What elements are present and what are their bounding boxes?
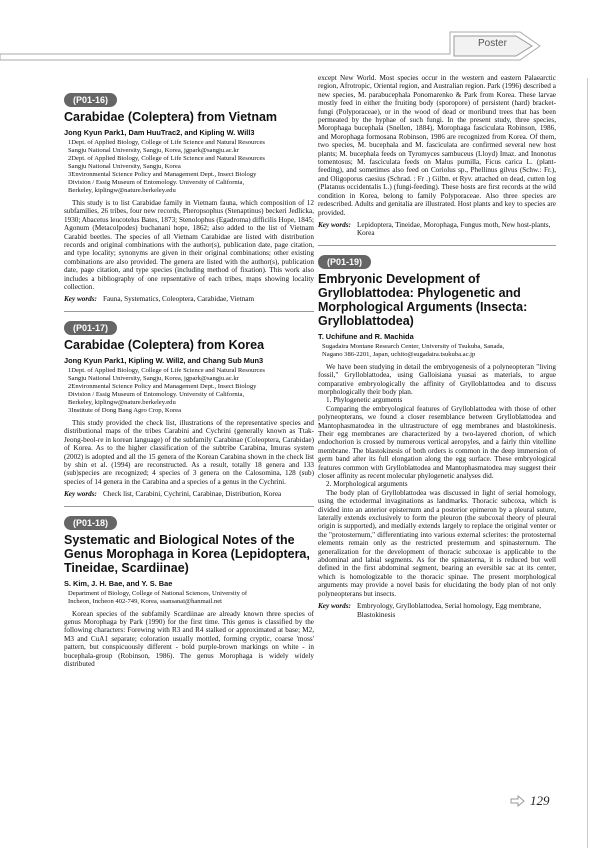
keywords bbox=[318, 602, 556, 619]
abstract-tag: (P01-16) bbox=[64, 93, 117, 107]
keywords-label: Key words: bbox=[318, 220, 351, 229]
affiliation-line: Sugadaira Montane Research Center, University of Tsukuba, Sanada, bbox=[322, 342, 505, 350]
abstract-affiliations bbox=[64, 367, 314, 415]
page-number: 129 bbox=[530, 793, 550, 808]
affiliation-line: Division / Essig Museum of Entomology. University of California, bbox=[68, 179, 245, 186]
left-column bbox=[64, 90, 314, 668]
right-column bbox=[318, 74, 556, 619]
right-margin-rule bbox=[587, 78, 588, 848]
keywords-text: Lepidoptera, Tineidae, Morophaga, Fungus moth, New host-plants, Korea bbox=[356, 220, 551, 238]
section-divider bbox=[64, 311, 314, 312]
section-label: Poster bbox=[478, 38, 507, 49]
affiliation-line: Sangju National University, Sangju, Korea, jgpark@sangju.ac.kr bbox=[68, 374, 239, 382]
abstract-paragraph: The body plan of Grylloblattodea was discussed in light of serial homology, using the ectodermal invaginations as landmarks. Thoracic subcoxa, which is divided into an anterior episternum and a posterior epimeron by a pleural suture, laterally extends exclusively to form the pleuron (the subcoxal theory of pleural origin is supported), and medially extends largely to replace the original venter or the "protosternum," differentiating into various external sclerites: the protosternal elements remain only as the restricted presternum and spinasternum. The generalization for the development of thoracic subcoxae is applicable to the abdominal and labial segments. As for the spinasterna, it is reduced but well defined in the first abdominal segment, bearing an eversible sac at its center, which is homologizable to the thoracic spinae. The present morphological arguments may provide a novel basis for elucidating the body plan of not only polyneopterans but insects. bbox=[318, 488, 556, 598]
abstract-authors: Jong Kyun Park1, Dam HuuTrac2, and Kipling W. Will3 bbox=[64, 128, 255, 137]
abstract-authors: Jong Kyun Park1, Kipling W. Will2, and Chang Sub Mun3 bbox=[64, 355, 264, 365]
abstract-tag: (P01-17) bbox=[64, 321, 117, 335]
header-band bbox=[0, 28, 600, 58]
abstract-title: Systematic and Biological Notes of the Genus Morophaga in Korea (Lepidoptera, Tineidae, Scardiinae) bbox=[64, 532, 310, 575]
abstract-paragraph: Comparing the embryological features of Grylloblattodea with those of other polyneopterans, we found a closer resemblance between Grylloblattodea and Mantophasmatodea in the ultrastructure of egg membranes and blastokinesis. Their egg membranes are characterized by a two-layered chorion, of which endochorion is crossed by numerous vertical aeropyles, and a fairly thin vitelline membrane. The blastokinesis of both orders is common in the deep immersion of germ band after its full elongation along the egg surface. These embryological features common with Grylloblattodea and Mantophasmatodea may suggest their closer affinity as recent molecular phylogenetic analyses did. bbox=[318, 404, 556, 480]
section-divider bbox=[318, 245, 556, 246]
abstract-affiliations bbox=[64, 139, 314, 195]
affiliation-line: Department of Biology, College of National Sciences, University of bbox=[68, 589, 248, 597]
page-arrow-icon bbox=[510, 795, 526, 807]
subheading: 2. Morphological arguments bbox=[326, 480, 408, 489]
affiliation-line: 1Dept. of Applied Biology, College of Life Science and Natural Resources bbox=[68, 139, 265, 146]
abstract-p01-19 bbox=[318, 252, 556, 619]
affiliation-line: 2Dept. of Applied Biology, College of Life Science and Natural Resources bbox=[68, 155, 265, 162]
affiliation-line: Incheon, Incheon 402-749, Korea, ssansanai@hanmail.net bbox=[68, 597, 223, 605]
abstract-title: Carabidae (Coleptera) from Korea bbox=[64, 337, 265, 352]
abstract-tag: (P01-19) bbox=[318, 255, 371, 269]
affiliation-line: Sangju National University, Sangju, Korea bbox=[68, 163, 181, 170]
affiliation-line: 3Environmental Science Policy and Management Dept., Insect Biology bbox=[68, 171, 257, 178]
affiliation-line: 2Environmental Science Policy and Management Dept., Insect Biology bbox=[68, 382, 257, 390]
abstract-affiliations bbox=[64, 590, 314, 606]
keywords bbox=[64, 490, 314, 498]
abstract-tag: (P01-18) bbox=[64, 516, 117, 530]
abstract-p01-17 bbox=[64, 318, 314, 499]
abstract-affiliations bbox=[318, 343, 556, 359]
keywords bbox=[318, 221, 556, 238]
subheading: 1. Phylogenetic arguments bbox=[326, 396, 403, 405]
abstract-body: Korean species of the subfamily Scardiinae are already known three species of genus Morophaga by Park (1990) for the first time. This genus is classified by the following characters: Forewing with R3 and R4 stalked or approximated at base; M2, M3 and CuA1 separate; coloration usually mottled, forming cryptic, coarse 'moss' pattern, but conspicuously different - bold purple-brown markings on white - in bucephala-group (Robinson, 1986). The genus Morophaga is widely widely distributed bbox=[64, 609, 314, 668]
section-divider bbox=[64, 506, 314, 507]
abstract-title: Carabidae (Coleptera) from Vietnam bbox=[64, 110, 278, 124]
affiliation-line: Berkeley, kiplingw@nature.berkeley.edu bbox=[68, 398, 176, 406]
abstract-p01-16 bbox=[64, 90, 314, 304]
keywords bbox=[64, 295, 314, 303]
keywords-text: Fauna, Systematics, Coleoptera, Carabidae, Vietnam bbox=[102, 295, 255, 304]
abstract-title: Embryonic Development of Grylloblattodea: Phylogenetic and Morphological Arguments (Insecta: Grylloblattodea) bbox=[318, 271, 528, 328]
affiliation-line: Berkeley, kiplingw@nature.berkeley.edu bbox=[68, 187, 176, 194]
keywords-label: Key words: bbox=[318, 602, 351, 611]
keywords-label: Key words: bbox=[64, 490, 97, 499]
abstract-authors: S. Kim, J. H. Bae, and Y. S. Bae bbox=[64, 578, 173, 588]
abstract-p01-18 bbox=[64, 513, 314, 669]
header-arrow-shape bbox=[0, 28, 600, 62]
affiliation-line: Division / Essig Museum of Entomology. University of California, bbox=[68, 390, 245, 398]
affiliation-line: Sangju National University, Sangju, Korea, jgpark@sangju.ac.kr bbox=[68, 147, 239, 154]
abstract-authors: T. Uchifune and R. Machida bbox=[318, 331, 414, 341]
keywords-text: Embryology, Grylloblattodea, Serial homology, Egg membrane, Blastokinesis bbox=[356, 602, 542, 619]
affiliation-line: 1Dept. of Applied Biology, College of Life Science and Natural Resources bbox=[68, 366, 265, 374]
abstract-continuation: except New World. Most species occur in the western and eastern Palaearctic region, Afrotropic, Oriental region, and Australian region. Park (1996) described a new species, M. parabucephala Ponomarenko & Park from Korea. These larvae mostly feed in either the fruiting body (sporopore) of persistent (hard) bracket-fungi (Polyporaceae), or in the wood of dead or moribund trees that has been permeated by the hyphae of such fungi. In the present study, three species, Morophaga bucephala (Snellen, 1884), Morophaga fasciculata Robinson, 1986, and Morophaga formosana Robinson, 1986 are recognized from Korea. Of them, two species, M. bucephala and M. fasciculata are confirmed several new host plants; M. bucephala feeds on Tyromyces sambuceus (Lloyd) Imaz. and Inonotus tomentosus; M. fasciculata feeds on Malus pumilla, Ficus carica L. (plant-feeding), and sometimes also feed on Coriolus sp., Phellinus gilvus (Schw.: Fr.), and Oligoporus caesius (Schrad. : Fr .) Gilbn. et Ryv. attached on dead, cutten log (Platanus occidentalis L.) (fungi-feeding). These hosts are first records at the wild condition in Korea, belong to family Polyporaceae. Also three species are redescribed. Adults and genitalia are illustrated. Host plants and key to species are provided. bbox=[318, 74, 556, 217]
affiliation-line: Nagano 386-2201, Japan, uchito@sugadaira.tsukuba.ac.jp bbox=[322, 350, 476, 358]
keywords-text: Check list, Carabini, Cychrini, Carabinae, Distribution, Korea bbox=[102, 490, 282, 499]
abstract-intro: We have been studying in detail the embryogenesis of a polyneopteran "living fossil," Grylloblattodea, using Galloisiana yuasai as materials, to argue comparative embryologically the affinity of Grylloblattodea and to discuss morphologically their body plan. bbox=[318, 362, 556, 396]
affiliation-line: 3Institute of Dong Bang Agro Crop, Korea bbox=[68, 406, 181, 414]
keywords-label: Key words: bbox=[64, 295, 97, 304]
abstract-body: This study is to list Carabidae family in Vietnam fauna, which composition of 12 subfamilies, 26 tribes, four new records, Pheropsophus (Stenaptinus) beckeri Jedlicka, 1930; Abacetus leucotelus Bates, 1873; Stenolophus (Egadroma) difficilis Hope, 1845; Agonum (Metacolpodes) buchanani hope, 1862; also added to the list of Vietnam Carabid beetles. The species of all Vietnam Carabidae are listed with distribution records and original combinations with the author(s), publication date, page citation, and type locality; synonyms are given in their original combinations; other existing combinations are also provided. The genera are listed with the author(s), publication date, page citation, and type species (including method of fixation). This work also includes a bibliography of one repsentative of each tribes, maps showing locality collection. bbox=[64, 199, 314, 292]
abstract-body: This study provided the check list, illustrations of the representative species and distributional maps of the tribes Carabini and Cychrini (generally known as Ttak-Jeong-beol-re in korean language) of the subfamily Carabinae (Coleoptera, Carabidae) of Korea. As to the higher classification of the subtribe Carabina, Imuras system (2002) is adopted and all the 15 genera of the Korean Carabina shown in the check list by shin et al. (1994) are reconstructed. As a result, totally 18 genera and 133 (sub)species are recognized; 4 species of 3 genera on the Calosomina, 128 (sub) species of 14 genera in the Carabina and a species of a genus in the Cychrini. bbox=[64, 418, 314, 486]
